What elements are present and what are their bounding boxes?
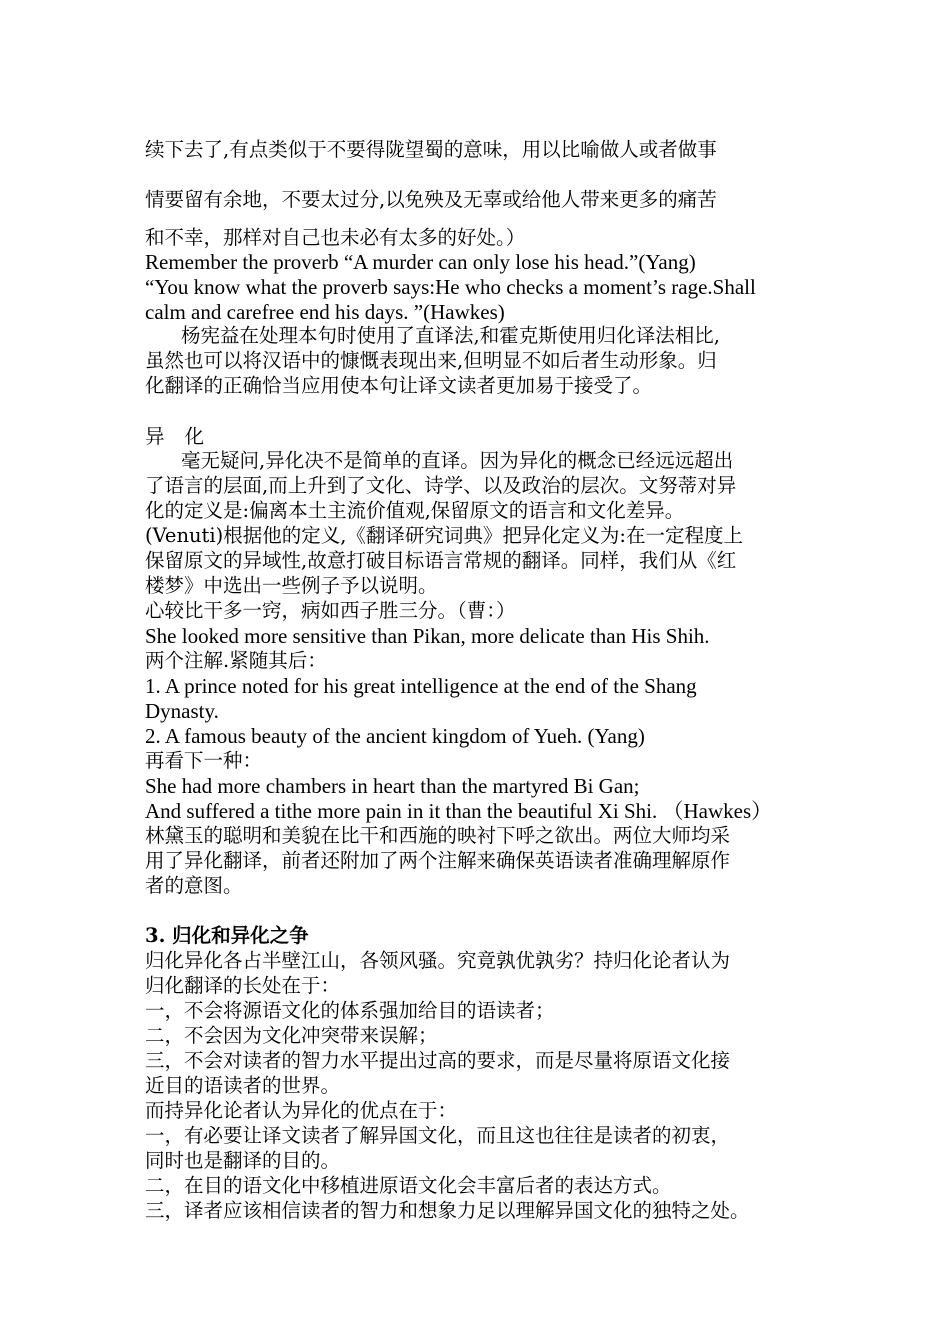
example2-note2: 2. A famous beauty of the ancient kingdom of Yueh. (Yang) bbox=[145, 724, 645, 748]
yihua-advocates-intro: 而持异化论者认为异化的优点在于： bbox=[145, 1099, 458, 1122]
intro-line-3: 和不幸，那样对自己也未必有太多的好处。） bbox=[145, 226, 526, 249]
section3-intro-line-1: 归化异化各占半壁江山，各领风骚。究竟孰优孰劣？持归化论者认为 bbox=[145, 949, 731, 972]
example2-note1-line-1: 1. A prince noted for his great intelligence at the end of the Shang bbox=[145, 674, 697, 698]
yihua-point-3: 三，译者应该相信读者的智力和想象力足以理解异国文化的独特之处。 bbox=[145, 1199, 750, 1222]
comment1-line-1: 杨宪益在处理本句时使用了直译法,和霍克斯使用归化译法相比, bbox=[181, 324, 720, 347]
section-title-part-b: 化 bbox=[184, 425, 205, 448]
yihua-paragraph-line-1: 毫无疑问,异化决不是简单的直译。因为异化的概念已经远远超出 bbox=[181, 449, 734, 472]
yihua-paragraph-line-6: 楼梦》中选出一些例子予以说明。 bbox=[145, 574, 438, 597]
example1-hawkes-line-2: calm and carefree end his days. ”(Hawkes) bbox=[145, 300, 505, 324]
example2-notes-intro: 两个注解.紧随其后： bbox=[145, 649, 327, 672]
guihua-point-2: 二，不会因为文化冲突带来误解； bbox=[145, 1024, 438, 1047]
yihua-paragraph-line-4: (Venuti)根据他的定义,《翻译研究词典》把异化定义为:在一定程度上 bbox=[145, 524, 744, 547]
guihua-point-3-line-2: 近目的语读者的世界。 bbox=[145, 1074, 341, 1097]
yihua-point-1-line-1: 一，有必要让译文读者了解异国文化，而且这也往往是读者的初衷， bbox=[145, 1124, 731, 1147]
yihua-point-1-line-2: 同时也是翻译的目的。 bbox=[145, 1149, 341, 1172]
comment2-line-1: 林黛玉的聪明和美貌在比干和西施的映衬下呼之欲出。两位大师均采 bbox=[145, 824, 731, 847]
guihua-point-3-line-1: 三，不会对读者的智力水平提出过高的要求，而是尽量将原语文化接 bbox=[145, 1049, 731, 1072]
example2-note1-line-2: Dynasty. bbox=[145, 699, 219, 723]
example2-next-intro: 再看下一种： bbox=[145, 749, 263, 772]
example1-hawkes-line-1: “You know what the proverb says:He who checks a moment’s rage.Shall bbox=[145, 275, 756, 299]
section-title-yihua bbox=[145, 427, 204, 447]
example1-yang: Remember the proverb “A murder can only lose his head.”(Yang) bbox=[145, 250, 696, 274]
example2-yang: She looked more sensitive than Pikan, more delicate than His Shih. bbox=[145, 624, 710, 648]
comment1-line-2: 虽然也可以将汉语中的慷慨表现出来,但明显不如后者生动形象。归 bbox=[145, 349, 717, 372]
section3-intro-line-2: 归化翻译的长处在于： bbox=[145, 974, 341, 997]
yihua-paragraph-line-5: 保留原文的异域性,故意打破目标语言常规的翻译。同样，我们从《红 bbox=[145, 549, 737, 572]
comment2-line-2: 用了异化翻译，前者还附加了两个注解来确保英语读者准确理解原作 bbox=[145, 849, 731, 872]
guihua-point-1: 一，不会将源语文化的体系强加给目的语读者； bbox=[145, 999, 555, 1022]
intro-line-1: 续下去了,有点类似于不要得陇望蜀的意味，用以比喻做人或者做事 bbox=[145, 138, 717, 161]
yihua-point-2: 二，在目的语文化中移植进原语文化会丰富后者的表达方式。 bbox=[145, 1174, 672, 1197]
example2-hawkes-line-2: And suffered a tithe more pain in it than the beautiful Xi Shi. （Hawkes） bbox=[145, 799, 773, 823]
yihua-paragraph-line-2: 了语言的层面,而上升到了文化、诗学、以及政治的层次。文努蒂对异 bbox=[145, 474, 737, 497]
section3-heading: 3. 归化和异化之争 bbox=[145, 924, 309, 947]
comment1-line-3: 化翻译的正确恰当应用使本句让译文读者更加易于接受了。 bbox=[145, 374, 653, 397]
yihua-paragraph-line-3: 化的定义是:偏离本土主流价值观,保留原文的语言和文化差异。 bbox=[145, 499, 685, 522]
intro-line-2: 情要留有余地，不要太过分,以免殃及无辜或给他人带来更多的痛苦 bbox=[145, 188, 717, 211]
comment2-line-3: 者的意图。 bbox=[145, 874, 243, 897]
section-title-part-a: 异 bbox=[145, 425, 165, 448]
example2-source: 心较比干多一窍，病如西子胜三分。（曹：） bbox=[145, 599, 516, 622]
example2-hawkes-line-1: She had more chambers in heart than the martyred Bi Gan; bbox=[145, 774, 640, 798]
